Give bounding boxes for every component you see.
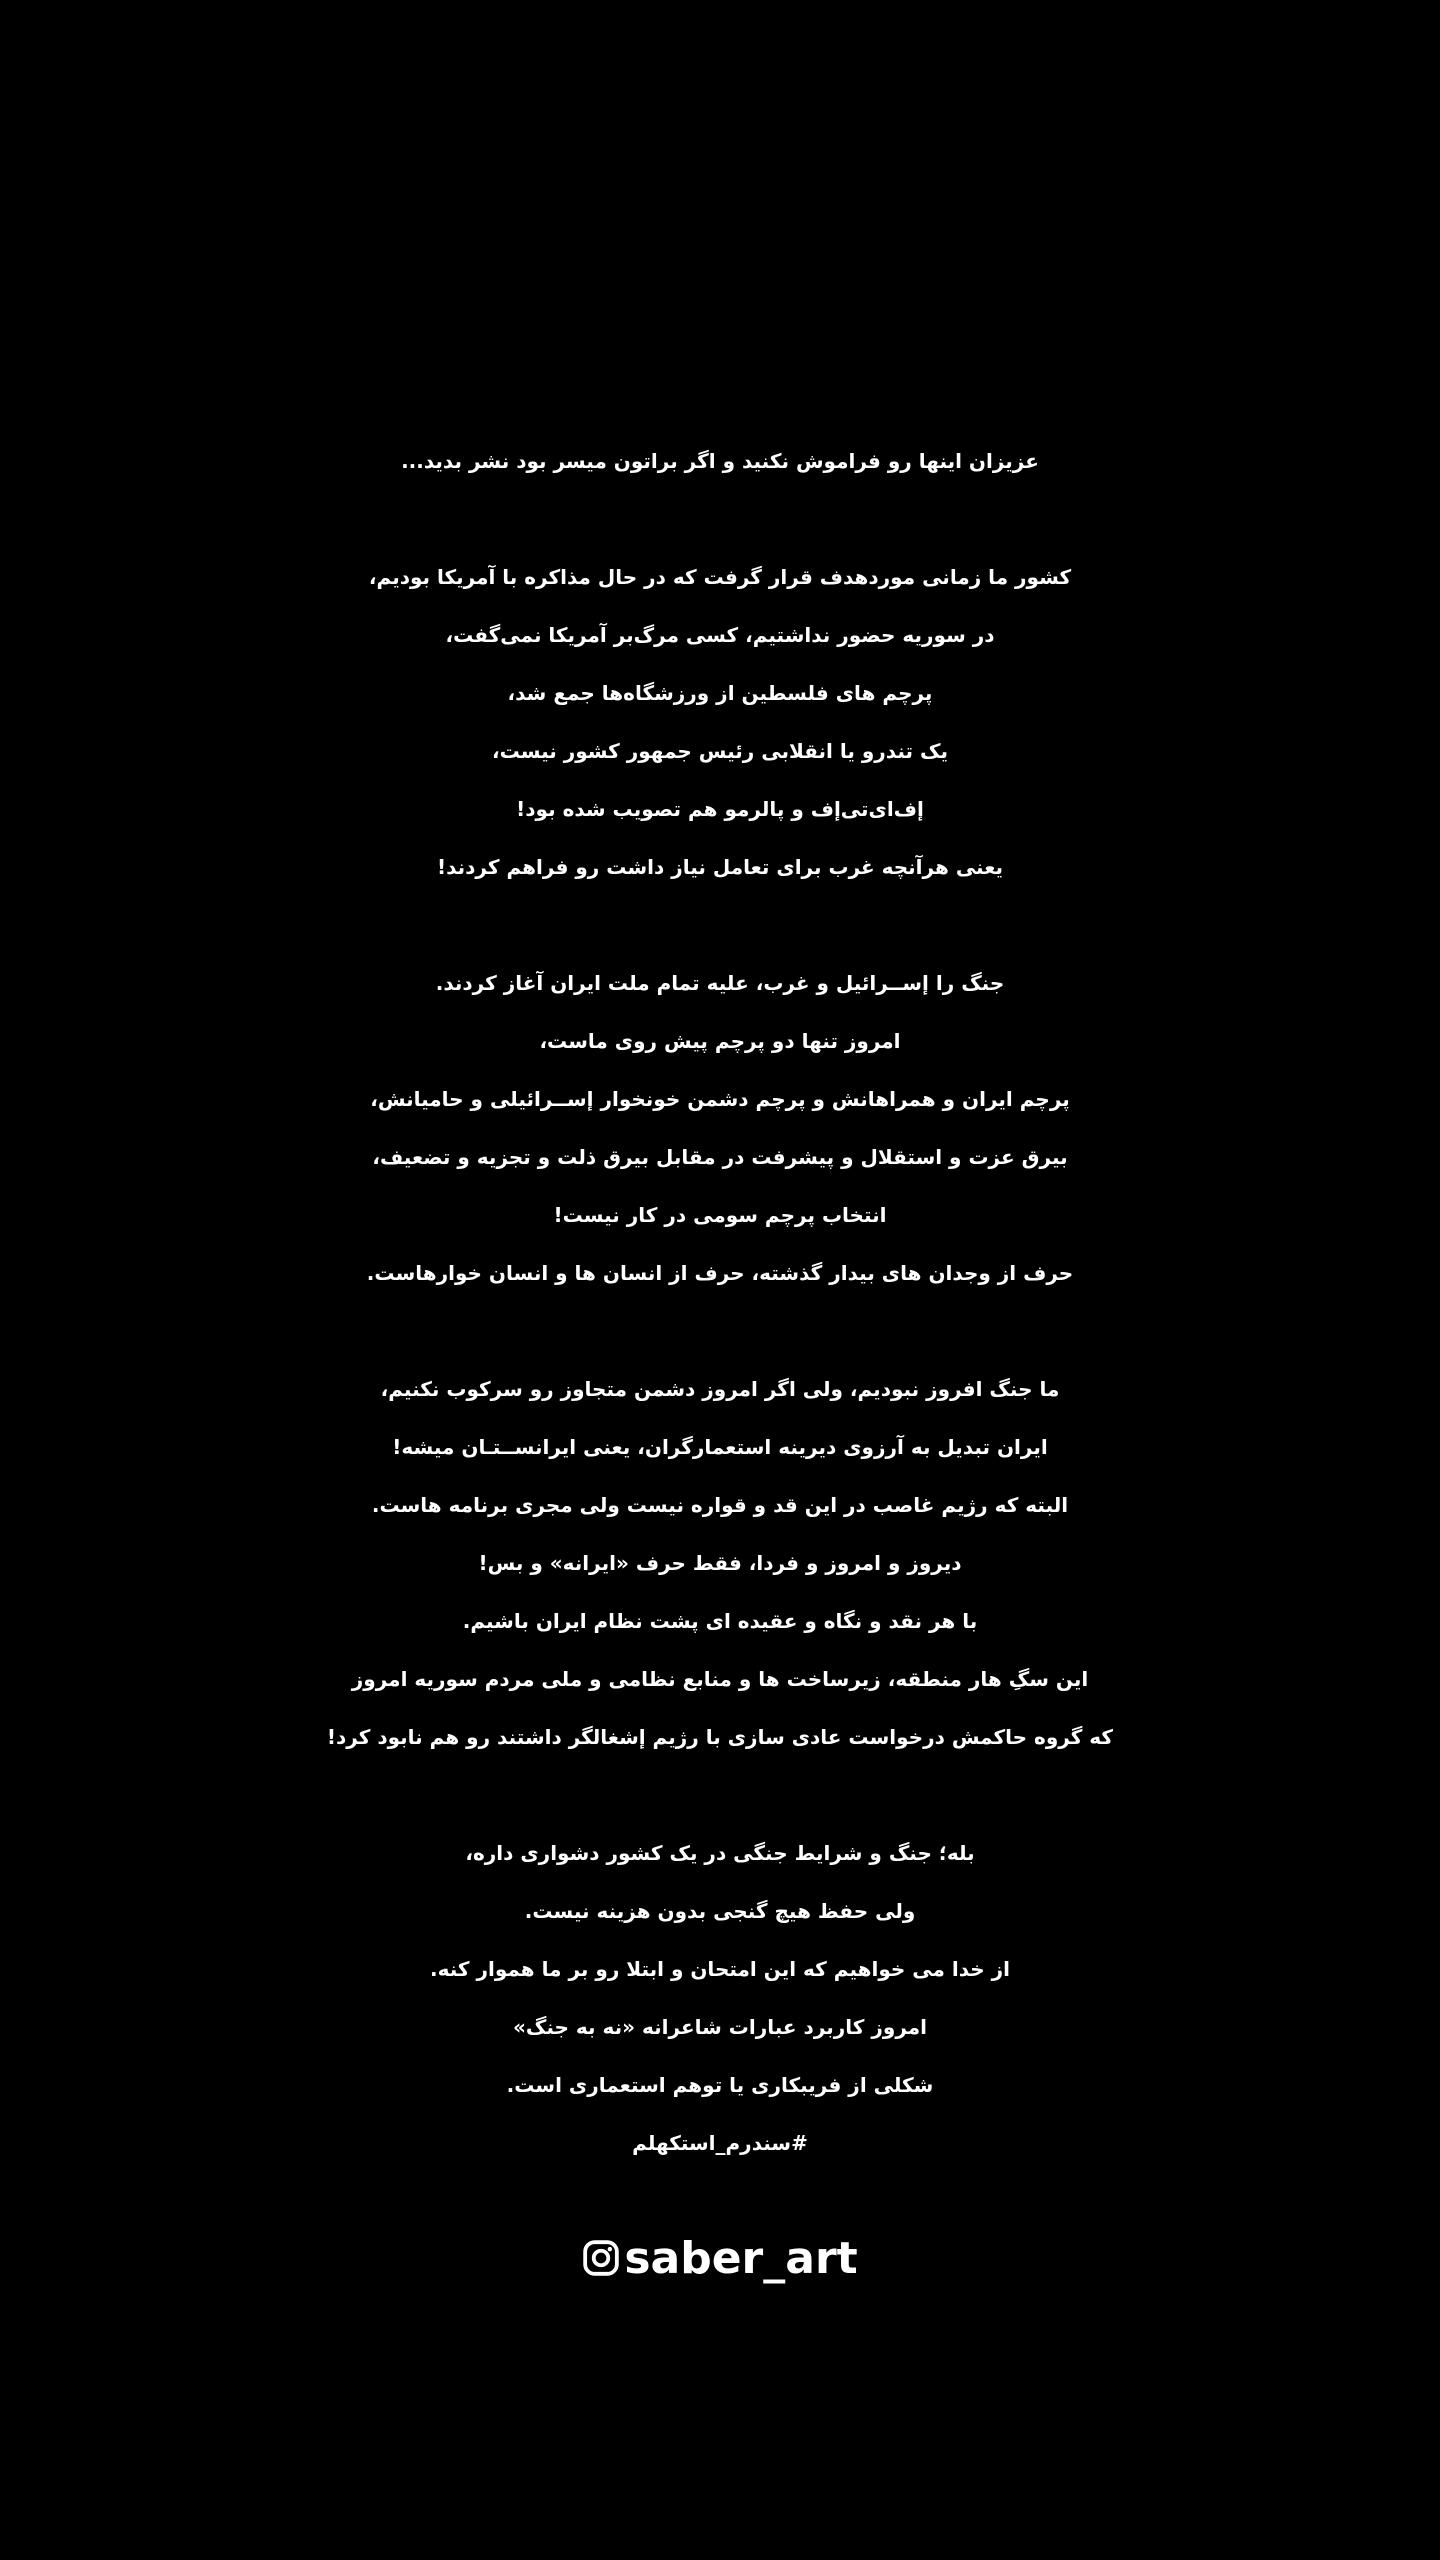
paragraph-defense xyxy=(20,1360,1420,1766)
text-line: پرچم های فلسطین از ورزشگاه‌ها جمع شد، xyxy=(507,681,933,705)
hashtag: #سندرم_استکهلم xyxy=(632,2131,808,2155)
text-line: در سوریه حضور نداشتیم، کسی مرگ‌بر آمریکا نمی‌گفت، xyxy=(445,623,995,647)
text-line: جنگ را إســرائیل و غرب، علیه تمام ملت ایران آغاز کردند. xyxy=(435,971,1005,995)
author-handle-text: saber_art xyxy=(624,2233,858,2284)
text-line: این سگِ هار منطقه، زیرساخت ها و منابع نظامی و ملی مردم سوریه امروز xyxy=(351,1667,1089,1691)
paragraph-two-flags xyxy=(20,954,1420,1302)
text-line: حرف از وجدان های بیدار گذشته، حرف از انسان ها و انسان خوارهاست. xyxy=(366,1261,1074,1285)
text-line: ما جنگ افروز نبودیم، ولی اگر امروز دشمن متجاوز رو سرکوب نکنیم، xyxy=(380,1377,1060,1401)
text-line: یعنی هرآنچه غرب برای تعامل نیاز داشت رو فراهم کردند! xyxy=(436,855,1004,879)
text-line: با هر نقد و نگاه و عقیده ای پشت نظام ایران باشیم. xyxy=(462,1609,978,1633)
text-line: از خدا می خواهیم که این امتحان و ابتلا رو بر ما هموار کنه. xyxy=(429,1957,1010,1981)
text-line: انتخاب پرچم سومی در کار نیست! xyxy=(553,1203,887,1227)
text-line: عزیزان اینها رو فراموش نکنید و اگر براتون میسر بود نشر بدید... xyxy=(401,449,1039,473)
text-line: شکلی از فریبکاری یا توهم استعماری است. xyxy=(506,2073,934,2097)
paragraph-intro xyxy=(20,432,1420,490)
text-line: إف‌ای‌تی‌إف و پالرمو هم تصویب شده بود! xyxy=(516,797,924,821)
instagram-icon xyxy=(582,2231,620,2289)
text-line: ایران تبدیل به آرزوی دیرینه استعمارگران، یعنی ایرانســتـان میشه! xyxy=(392,1435,1048,1459)
paragraph-conclusion xyxy=(20,1824,1420,2172)
text-line: کشور ما زمانی موردهدف قرار گرفت که در حال مذاکره با آمریکا بودیم، xyxy=(368,565,1072,589)
text-line: بیرق عزت و استقلال و پیشرفت در مقابل بیرق ذلت و تجزیه و تضعیف، xyxy=(372,1145,1068,1169)
text-line: پرچم ایران و همراهانش و پرچم دشمن خونخوار إســرائیلی و حامیانش، xyxy=(370,1087,1070,1111)
text-line: امروز تنها دو پرچم پیش روی ماست، xyxy=(539,1029,901,1053)
text-line: یک تندرو یا انقلابی رئیس جمهور کشور نیست، xyxy=(492,739,948,763)
author-handle xyxy=(20,2230,1420,2289)
text-line: البته که رژیم غاصب در این قد و قواره نیست ولی مجری برنامه هاست. xyxy=(371,1493,1069,1517)
text-line: امروز کاربرد عبارات شاعرانه «نه به جنگ» xyxy=(512,2015,928,2039)
text-line: دیروز و امروز و فردا، فقط حرف «ایرانه» و بس! xyxy=(478,1551,962,1575)
text-line: ولی حفظ هیچ گنجی بدون هزینه نیست. xyxy=(524,1899,916,1923)
post-text xyxy=(20,432,1420,2289)
text-line: بله؛ جنگ و شرایط جنگی در یک کشور دشواری داره، xyxy=(465,1841,975,1865)
paragraph-negotiation xyxy=(20,548,1420,896)
text-line: که گروه حاکمش درخواست عادی سازی با رژیم إشغالگر داشتند رو هم نابود کرد! xyxy=(326,1725,1114,1749)
